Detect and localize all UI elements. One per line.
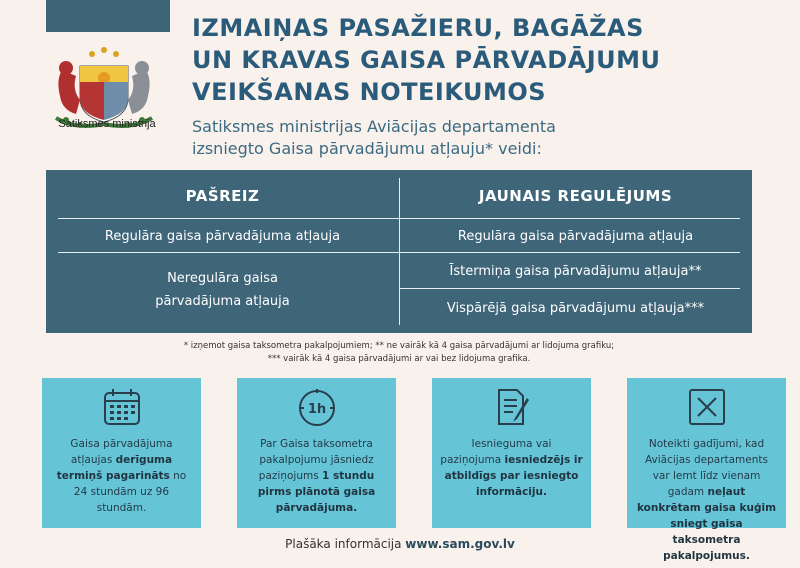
document-pen-icon xyxy=(491,386,533,428)
subtitle-line: Satiksmes ministrijas Aviācijas departamenta xyxy=(192,117,556,136)
info-card-restriction: Noteikti gadījumi, kad Aviācijas departaments var lemt līdz vienam gadam neļaut konkrētam gaisa kuģim sniegt gaisa taksometra pakalpojumus. xyxy=(627,378,786,528)
ministry-name: Satiksmes ministrija xyxy=(58,118,156,130)
table-cell: Vispārējā gaisa pārvadājumu atļauja*** xyxy=(446,300,705,316)
page-title xyxy=(192,12,772,108)
column-header-current: PAŠREIZ xyxy=(185,187,260,205)
title-line: IZMAIŅAS PASAŽIERU, BAGĀŽAS xyxy=(192,14,644,42)
info-card-air-taxi: 1h Par Gaisa taksometra pakalpojumu jāsniedz paziņojums 1 stundu pirms plānotā gaisa pārvadājuma. xyxy=(237,378,396,528)
footnote-line: * izņemot gaisa taksometra pakalpojumiem; ** ne vairāk kā 4 gaisa pārvadājumi ar lidojuma grafiku; xyxy=(183,341,615,351)
table-cell: Regulāra gaisa pārvadājuma atļauja xyxy=(104,228,341,244)
x-box-icon xyxy=(686,386,728,428)
calendar-icon xyxy=(101,386,143,428)
table-divider xyxy=(58,252,740,253)
info-card-applicant: Iesnieguma vai paziņojuma iesniedzējs ir atbildīgs par iesniegto informāciju. xyxy=(432,378,591,528)
top-decor-block xyxy=(46,0,170,32)
more-info-label: Plašāka informācija xyxy=(285,537,406,551)
table-cell: Neregulāra gaisa pārvadājuma atļauja xyxy=(155,271,290,309)
subtitle-line: izsniegto Gaisa pārvadājumu atļauju* veidi: xyxy=(192,139,542,158)
more-info xyxy=(0,537,800,551)
table-cell: Īstermiņa gaisa pārvadājumu atļauja** xyxy=(449,263,702,279)
subtitle xyxy=(192,116,752,160)
svg-text:1h: 1h xyxy=(307,402,327,417)
clock-1h-icon xyxy=(296,386,338,428)
footnote-line: *** vairāk kā 4 gaisa pārvadājumi ar vai bez lidojuma grafika. xyxy=(267,354,531,364)
table-divider xyxy=(58,218,740,219)
footnotes xyxy=(46,340,752,366)
table-cell: Regulāra gaisa pārvadājuma atļauja xyxy=(457,228,694,244)
column-header-new: JAUNAIS REGULĒJUMS xyxy=(478,187,673,205)
permit-comparison-table xyxy=(46,170,752,333)
title-line: VEIKŠANAS NOTEIKUMOS xyxy=(192,78,547,106)
info-card-validity: Gaisa pārvadājuma atļaujas derīguma termiņš pagarināts no 24 stundām uz 96 stundām. xyxy=(42,378,201,528)
title-line: UN KRAVAS GAISA PĀRVADĀJUMU xyxy=(192,46,661,74)
website-link[interactable]: www.sam.gov.lv xyxy=(405,537,515,551)
table-divider xyxy=(399,288,740,289)
